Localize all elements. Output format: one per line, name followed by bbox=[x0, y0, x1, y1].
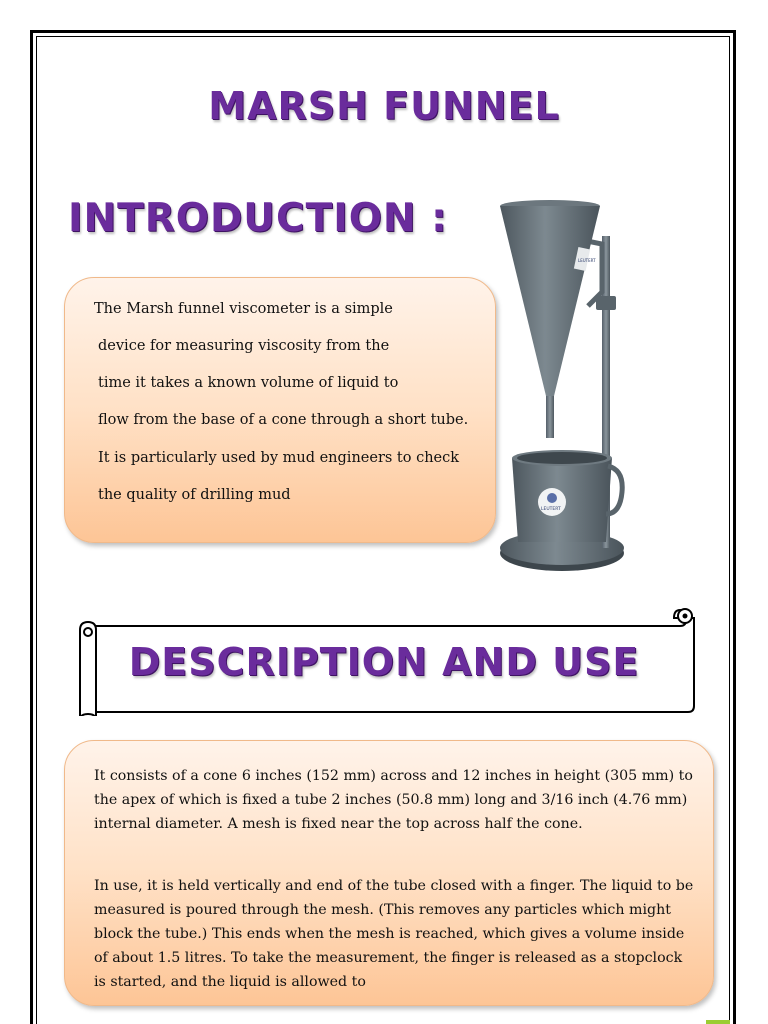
intro-line: flow from the base of a cone through a short tube. bbox=[98, 412, 469, 428]
introduction-heading: INTRODUCTION : bbox=[68, 196, 448, 241]
intro-line: It is particularly used by mud engineers to check bbox=[98, 450, 460, 466]
funnel-label: LEUTERT bbox=[578, 258, 596, 263]
corner-mark bbox=[706, 1020, 730, 1024]
description-heading: DESCRIPTION AND USE bbox=[128, 640, 640, 684]
page-title: MARSH FUNNEL bbox=[208, 84, 560, 128]
funnel-cone bbox=[500, 206, 600, 396]
intro-line: The Marsh funnel viscometer is a simple bbox=[94, 301, 393, 317]
intro-line: time it takes a known volume of liquid to bbox=[98, 375, 399, 391]
description-paragraph: It consists of a cone 6 inches (152 mm) across and 12 inches in height (305 mm) to the apex of which is fixed a tube 2 inches (50.8 mm) long and 3/16 inch (4.76 mm) internal diameter. A mesh is fixed near the top across half the cone. bbox=[94, 768, 693, 832]
marsh-funnel-image bbox=[490, 196, 640, 580]
description-paragraph: In use, it is held vertically and end of the tube closed with a finger. The liquid to be measured is poured through the mesh. (This removes any particles which might block the tube.) This ends when the mesh is reached, which gives a volume inside of about 1.5 litres. To take the measurement, the finger is released as a stopclock is started, and the liquid is allowed to bbox=[94, 878, 694, 990]
funnel-tube bbox=[546, 396, 554, 438]
intro-line: device for measuring viscosity from the bbox=[98, 338, 390, 354]
cup-label: LEUTERT bbox=[541, 507, 561, 512]
intro-line: the quality of drilling mud bbox=[98, 487, 291, 503]
